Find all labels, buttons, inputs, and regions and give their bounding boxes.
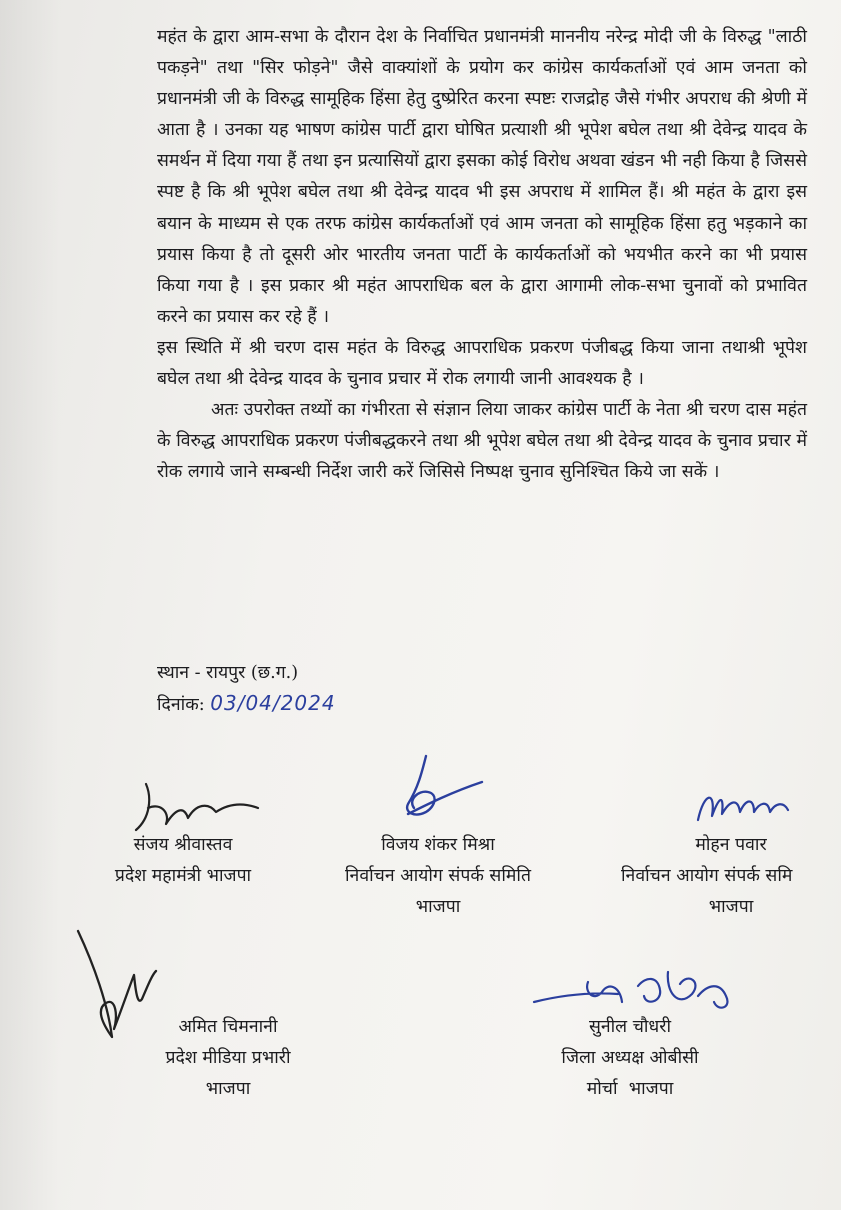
signatory-name: विजय शंकर मिश्रा	[381, 835, 495, 855]
signatory-sanjay	[88, 830, 278, 892]
signatory-sunil	[520, 1012, 740, 1105]
signatory-vijay	[318, 830, 558, 923]
paragraph-3: अतः उपरोक्त तथ्यों का गंभीरता से संज्ञान लिया जाकर कांग्रेस पार्टी के नेता श्री चरण दास महंत के विरुद्ध आपराधिक प्रकरण पंजीबद्धकरने तथा श्री भूपेश बघेल तथा श्री देवेन्द्र यादव के चुनाव प्रचार में रोक लगाये जाने सम्बन्धी निर्देश जारी करें जिसिसे निष्पक्ष चुनाव सुनिश्चित किये जा सकें ।	[157, 400, 807, 483]
signatory-mohan	[621, 830, 841, 923]
signatory-title: जिला अध्यक्ष ओबीसी	[561, 1048, 699, 1068]
signature-mohan	[690, 782, 800, 832]
signatory-title: प्रदेश मीडिया प्रभारी	[165, 1048, 291, 1068]
signatory-name: मोहन पवार	[695, 835, 767, 855]
paragraph-2: इस स्थिति में श्री चरण दास महंत के विरुद्ध आपराधिक प्रकरण पंजीबद्ध किया जाना तथाश्री भूपेश बघेल तथा श्री देवेन्द्र यादव के चुनाव प्रचार में रोक लगायी जानी आवश्यक है ।	[157, 337, 807, 390]
date-label: दिनांक:	[157, 695, 205, 715]
signatory-title: प्रदेश महामंत्री भाजपा	[114, 866, 252, 886]
page-shadow	[0, 0, 60, 1210]
signatory-name: संजय श्रीवास्तव	[133, 835, 233, 855]
letter-body	[157, 22, 807, 488]
date-line	[157, 688, 336, 720]
signatory-party: भाजपा	[205, 1079, 251, 1099]
signature-vijay	[378, 752, 488, 832]
handwritten-date: 03/04/2024	[210, 691, 336, 715]
place-line: स्थान - रायपुर (छ.ग.)	[157, 663, 299, 683]
signatory-title: निर्वाचन आयोग संपर्क समिति	[345, 866, 531, 886]
signatory-name: अमित चिमनानी	[178, 1017, 278, 1037]
place-date	[157, 658, 336, 720]
signature-sanjay	[118, 778, 268, 838]
signatory-party: भाजपा	[415, 897, 461, 917]
signatory-amit	[128, 1012, 328, 1105]
signatory-name: सुनील चौधरी	[588, 1017, 672, 1037]
signatory-party: भाजपा	[708, 897, 754, 917]
paragraph-1: महंत के द्वारा आम-सभा के दौरान देश के निर्वाचित प्रधानमंत्री माननीय नरेन्द्र मोदी जी के विरुद्ध "लाठी पकड़ने" तथा "सिर फोड़ने" जैसे वाक्यांशों के प्रयोग कर कांग्रेस कार्यकर्ताओं एवं आम जनता को प्रधानमंत्री जी के विरुद्ध सामूहिक हिंसा हेतु दुष्प्रेरित करना स्पष्टः राजद्रोह जैसे गंभीर अपराध की श्रेणी में आता है । उनका यह भाषण कांग्रेस पार्टी द्वारा घोषित प्रत्याशी श्री भूपेश बघेल तथा श्री देवेन्द्र यादव के समर्थन में दिया गया हैं तथा इन प्रत्यासियों द्वारा इसका कोई विरोध अथवा खंडन भी नही किया है जिससे स्पष्ट है कि श्री भूपेश बघेल तथा श्री देवेन्द्र यादव भी इस अपराध में शामिल हैं। श्री महंत के द्वारा इस बयान के माध्यम से एक तरफ कांग्रेस कार्यकर्ताओं एवं आम जनता को सामूहिक हिंसा हतु भड़काने का प्रयास किया है तो दूसरी ओर भारतीय जनता पार्टी के कार्यकर्ताओं को भयभीत करने का भी प्रयास किया गया है । इस प्रकार श्री महंत आपराधिक बल के द्वारा आगामी लोक-सभा चुनावों को प्रभावित करने का प्रयास कर रहे हैं ।	[157, 27, 807, 327]
signatory-party: मोर्चा भाजपा	[586, 1079, 674, 1099]
signatory-title: निर्वाचन आयोग संपर्क समि	[621, 866, 793, 886]
